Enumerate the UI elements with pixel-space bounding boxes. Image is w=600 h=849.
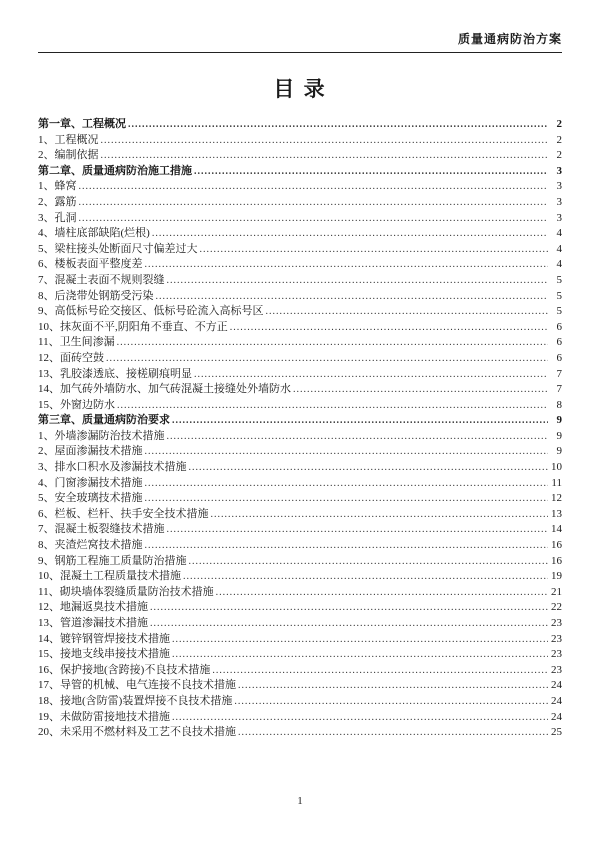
toc-entry-label: 14、加气砖外墙防水、加气砖混凝土接缝处外墙防水 <box>38 383 291 396</box>
toc-entry <box>38 585 562 601</box>
toc-leader-dots <box>212 663 548 679</box>
toc-entry <box>38 257 562 273</box>
toc-page-number: 23 <box>551 632 562 645</box>
toc-entry-label: 6、栏板、栏杆、扶手安全技术措施 <box>38 507 209 520</box>
toc-entry <box>38 507 562 523</box>
toc-page-number: 5 <box>556 273 562 286</box>
toc-entry <box>38 647 562 663</box>
toc-page-number: 2 <box>556 149 562 162</box>
toc-page-number: 16 <box>551 539 562 552</box>
toc-entry <box>38 476 562 492</box>
toc-page-number: 5 <box>556 289 562 302</box>
toc-page-number: 14 <box>551 523 562 536</box>
toc-leader-dots <box>266 304 549 320</box>
toc-entry-label: 1、蜂窝 <box>38 180 77 193</box>
toc-leader-dots <box>117 335 548 351</box>
toc-entry-label: 14、镀锌钢管焊接技术措施 <box>38 632 170 645</box>
toc-entry <box>38 538 562 554</box>
toc-leader-dots <box>106 351 548 367</box>
toc-entry-label: 1、工程概况 <box>38 133 99 146</box>
toc-page-number: 23 <box>551 648 562 661</box>
toc-page-number: 3 <box>556 195 562 208</box>
toc-leader-dots <box>238 678 548 694</box>
toc-page-number: 6 <box>556 336 562 349</box>
toc-leader-dots <box>156 289 549 305</box>
toc-leader-dots <box>79 179 549 195</box>
toc-entry <box>38 226 562 242</box>
toc-page-number: 6 <box>556 351 562 364</box>
toc-entry <box>38 444 562 460</box>
toc-entry-label: 12、地漏返臭技术措施 <box>38 601 148 614</box>
toc-entry-label: 6、楼板表面平整度差 <box>38 258 143 271</box>
toc-chapter-entry <box>38 164 562 180</box>
toc-page-number: 4 <box>556 242 562 255</box>
toc-leader-dots <box>79 211 549 227</box>
toc-page-number: 5 <box>556 305 562 318</box>
toc-leader-dots <box>172 710 548 726</box>
toc-entry <box>38 600 562 616</box>
toc-page-number: 7 <box>556 367 562 380</box>
toc-entry <box>38 491 562 507</box>
toc-entry-label: 11、砌块墙体裂缝质量防治技术措施 <box>38 585 214 598</box>
toc-leader-dots <box>211 507 549 523</box>
toc-entry <box>38 522 562 538</box>
toc-leader-dots <box>145 476 549 492</box>
toc-leader-dots <box>152 226 548 242</box>
toc-leader-dots <box>172 632 548 648</box>
toc-entry-label: 18、接地(含防雷)装置焊接不良技术措施 <box>38 694 233 707</box>
toc-page-number: 24 <box>551 694 562 707</box>
toc-leader-dots <box>145 491 549 507</box>
toc-entry-label: 第二章、质量通病防治施工措施 <box>38 164 192 177</box>
toc-leader-dots <box>167 522 549 538</box>
toc-leader-dots <box>293 382 548 398</box>
toc-entry-label: 13、管道渗漏技术措施 <box>38 617 148 629</box>
toc-page-number: 8 <box>556 398 562 411</box>
toc-page-number: 13 <box>551 507 562 520</box>
toc-entry-label: 4、门窗渗漏技术措施 <box>38 476 143 489</box>
toc-entry <box>38 569 562 585</box>
toc-page-number: 3 <box>556 180 562 193</box>
toc-leader-dots <box>128 117 548 133</box>
toc-page-number: 2 <box>556 118 562 130</box>
toc-chapter-entry <box>38 117 562 133</box>
toc-entry-label: 7、混凝土板裂缝技术措施 <box>38 523 165 536</box>
toc-entry <box>38 398 562 414</box>
toc-entry <box>38 694 562 710</box>
toc-leader-dots <box>234 694 548 710</box>
toc-entry <box>38 133 562 149</box>
toc-entry <box>38 179 562 195</box>
toc-page-number: 22 <box>551 601 562 614</box>
toc-entry-label: 3、孔洞 <box>38 211 77 224</box>
toc-entry <box>38 195 562 211</box>
toc-leader-dots <box>117 398 548 414</box>
toc-page-number: 12 <box>551 492 562 505</box>
toc-entry <box>38 273 562 289</box>
toc-title: 目 录 <box>273 77 327 101</box>
toc-leader-dots <box>167 429 549 445</box>
toc-page-number: 9 <box>556 445 562 458</box>
toc-entry <box>38 367 562 383</box>
toc-entry <box>38 678 562 694</box>
toc-entry-label: 4、墙柱底部缺陷(烂根) <box>38 227 150 240</box>
toc-entry <box>38 351 562 367</box>
toc-leader-dots <box>189 554 549 570</box>
toc-entry-label: 20、未采用不燃材料及工艺不良技术措施 <box>38 726 236 739</box>
toc-list <box>38 117 562 741</box>
toc-page-number: 23 <box>551 663 562 676</box>
toc-entry-label: 2、露筋 <box>38 195 77 208</box>
toc-entry-label: 15、外窗边防水 <box>38 398 115 411</box>
toc-page-number: 3 <box>556 211 562 224</box>
toc-entry <box>38 460 562 476</box>
toc-page-number: 9 <box>556 414 562 427</box>
toc-leader-dots <box>183 569 548 585</box>
toc-entry-label: 1、外墙渗漏防治技术措施 <box>38 429 165 442</box>
toc-entry-label: 13、乳胶漆透底、接槎刷痕明显 <box>38 367 192 380</box>
toc-page-number: 23 <box>551 617 562 629</box>
toc-entry <box>38 304 562 320</box>
toc-entry <box>38 148 562 164</box>
toc-page-number: 19 <box>551 570 562 583</box>
toc-page-number: 24 <box>551 679 562 692</box>
toc-leader-dots <box>150 600 548 616</box>
toc-entry-label: 9、钢筋工程施工质量防治措施 <box>38 554 187 567</box>
toc-page-number: 3 <box>556 164 562 177</box>
toc-leader-dots <box>172 647 548 663</box>
toc-entry <box>38 289 562 305</box>
toc-entry-label: 19、未做防雷接地技术措施 <box>38 710 170 723</box>
toc-leader-dots <box>216 585 548 601</box>
toc-entry-label: 第一章、工程概况 <box>38 118 126 130</box>
toc-entry-label: 16、保护接地(含跨接)不良技术措施 <box>38 663 211 676</box>
toc-entry-label: 3、排水口积水及渗漏技术措施 <box>38 461 187 474</box>
toc-leader-dots <box>194 367 548 383</box>
toc-leader-dots <box>189 460 549 476</box>
toc-entry <box>38 320 562 336</box>
toc-leader-dots <box>172 413 548 429</box>
toc-entry <box>38 725 562 741</box>
toc-entry-label: 9、高低标号砼交接区、低标号砼流入高标号区 <box>38 305 264 318</box>
toc-entry <box>38 632 562 648</box>
toc-page-number: 24 <box>551 710 562 723</box>
toc-entry <box>38 242 562 258</box>
toc-page-number: 21 <box>551 585 562 598</box>
toc-page-number: 2 <box>556 133 562 146</box>
toc-entry-label: 15、接地支线串接技术措施 <box>38 648 170 661</box>
toc-entry <box>38 616 562 632</box>
toc-leader-dots <box>145 257 549 273</box>
toc-entry-label: 17、导管的机械、电气连接不良技术措施 <box>38 679 236 692</box>
toc-leader-dots <box>167 273 549 289</box>
toc-entry <box>38 429 562 445</box>
toc-leader-dots <box>79 195 549 211</box>
toc-leader-dots <box>238 725 548 741</box>
toc-page-number: 25 <box>551 726 562 739</box>
toc-chapter-entry <box>38 413 562 429</box>
toc-page-number: 11 <box>551 476 562 489</box>
toc-page-number: 4 <box>556 258 562 271</box>
toc-entry <box>38 211 562 227</box>
toc-leader-dots <box>200 242 549 258</box>
toc-entry-label: 12、面砖空鼓 <box>38 351 104 364</box>
toc-page-number: 10 <box>551 461 562 474</box>
toc-leader-dots <box>145 444 549 460</box>
toc-leader-dots <box>194 164 548 180</box>
toc-page-number: 7 <box>556 383 562 396</box>
toc-entry <box>38 710 562 726</box>
toc-entry-label: 2、屋面渗漏技术措施 <box>38 445 143 458</box>
toc-leader-dots <box>150 616 548 632</box>
toc-entry-label: 第三章、质量通病防治要求 <box>38 414 170 427</box>
toc-entry <box>38 663 562 679</box>
toc-entry-label: 10、混凝土工程质量技术措施 <box>38 570 181 583</box>
toc-entry-label: 8、夹渣烂窝技术措施 <box>38 539 143 552</box>
toc-leader-dots <box>145 538 549 554</box>
toc-entry <box>38 554 562 570</box>
toc-leader-dots <box>230 320 548 336</box>
toc-page-number: 4 <box>556 227 562 240</box>
toc-entry-label: 5、安全玻璃技术措施 <box>38 492 143 505</box>
toc-entry-label: 8、后浇带处钢筋受污染 <box>38 289 154 302</box>
page-number-footer: 1 <box>297 795 303 807</box>
toc-entry-label: 11、卫生间渗漏 <box>38 336 115 349</box>
toc-entry-label: 5、梁柱接头处断面尺寸偏差过大 <box>38 242 198 255</box>
toc-entry-label: 7、混凝土表面不规则裂缝 <box>38 273 165 286</box>
toc-leader-dots <box>101 133 549 149</box>
toc-page-number: 6 <box>556 320 562 333</box>
toc-leader-dots <box>101 148 549 164</box>
toc-page-number: 16 <box>551 554 562 567</box>
toc-entry <box>38 335 562 351</box>
page-header-title: 质量通病防治方案 <box>38 30 562 53</box>
toc-entry-label: 2、编制依据 <box>38 149 99 162</box>
toc-page-number: 9 <box>556 429 562 442</box>
toc-entry-label: 10、抹灰面不平,阴阳角不垂直、不方正 <box>38 320 228 333</box>
toc-entry <box>38 382 562 398</box>
